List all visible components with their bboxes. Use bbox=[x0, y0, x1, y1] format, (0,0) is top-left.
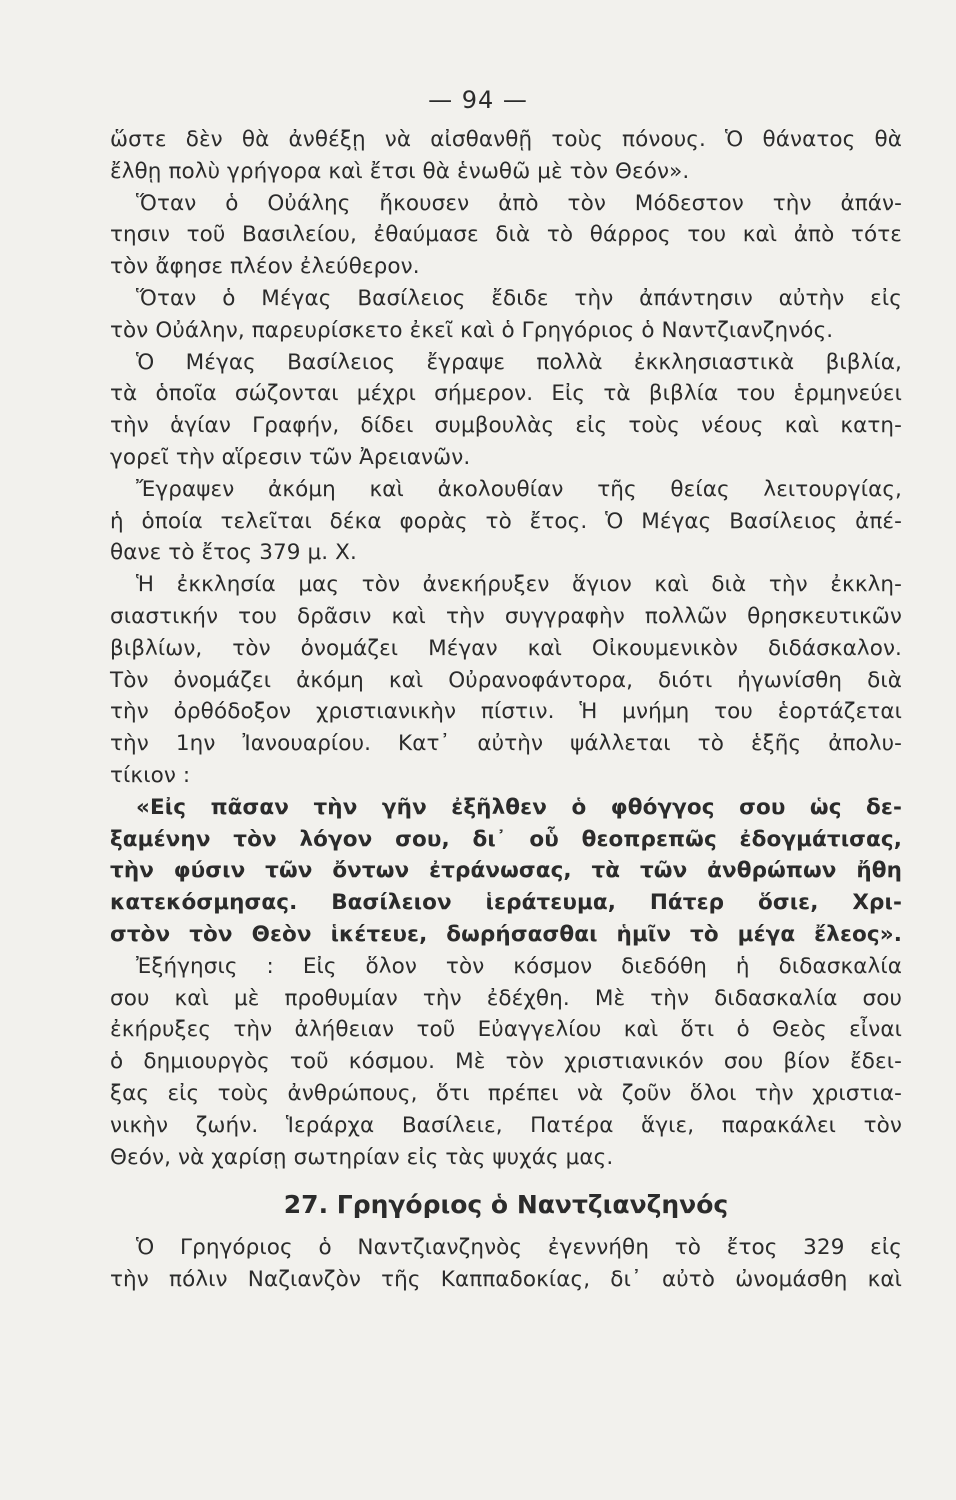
text-line: τησιν τοῦ Βασιλείου, ἐθαύμασε διὰ τὸ θάρρος του καὶ ἀπὸ τότε bbox=[110, 222, 902, 248]
text-line: Ἡ ἐκκλησία μας τὸν ἀνεκήρυξεν ἅγιον καὶ διὰ τὴν ἐκκλη- bbox=[136, 572, 902, 598]
text-line: γορεῖ τὴν αἵρεσιν τῶν Ἀρειανῶν. bbox=[110, 444, 471, 470]
text-line: Θεόν, νὰ χαρίσῃ σωτηρίαν εἰς τὰς ψυχάς μας. bbox=[110, 1144, 614, 1170]
section-heading: 27. Γρηγόριος ὁ Ναντζιανζηνός bbox=[283, 1190, 729, 1220]
text-line: ὁ δημιουργὸς τοῦ κόσμου. Μὲ τὸν χριστιανικόν σου βίον ἔδει- bbox=[110, 1049, 902, 1075]
text-line: Ὁ Μέγας Βασίλειος ἔγραψε πολλὰ ἐκκλησιαστικὰ βιβλία, bbox=[136, 349, 902, 375]
text-line: «Εἰς πᾶσαν τὴν γῆν ἐξῆλθεν ὁ φθόγγος σου ὡς δε- bbox=[136, 794, 902, 820]
text-line: Ὅταν ὁ Μέγας Βασίλειος ἔδιδε τὴν ἀπάντησιν αὐτὴν εἰς bbox=[136, 285, 902, 311]
text-line: Ὁ Γρηγόριος ὁ Ναντζιανζηνὸς ἐγεννήθη τὸ ἔτος 329 εἰς bbox=[136, 1235, 902, 1261]
text-line: Ἔγραψεν ἀκόμη καὶ ἀκολουθίαν τῆς θείας λειτουργίας, bbox=[136, 476, 902, 502]
text-line: τὴν ἁγίαν Γραφήν, δίδει συμβουλὰς εἰς τοὺς νέους καὶ κατη- bbox=[110, 413, 902, 439]
text-line: ὥστε δὲν θὰ ἀνθέξῃ νὰ αἰσθανθῇ τοὺς πόνους. Ὁ θάνατος θὰ bbox=[110, 127, 902, 152]
text-line: ἡ ὁποία τελεῖται δέκα φορὰς τὸ ἔτος. Ὁ Μέγας Βασίλειος ἀπέ- bbox=[110, 508, 902, 534]
text-line: τὰ ὁποῖα σώζονται μέχρι σήμερον. Εἰς τὰ βιβλία του ἑρμηνεύει bbox=[110, 381, 902, 407]
text-line: ἔλθῃ πολὺ γρήγορα καὶ ἔτσι θὰ ἑνωθῶ μὲ τὸν Θεόν». bbox=[110, 158, 690, 184]
text-line: κατεκόσμησας. Βασίλειον ἱεράτευμα, Πάτερ ὅσιε, Χρι- bbox=[110, 890, 902, 916]
text-block-continued bbox=[110, 1232, 902, 1296]
text-line: τὴν πόλιν Ναζιανζὸν τῆς Καππαδοκίας, δι᾽ αὐτὸ ὠνομάσθη καὶ bbox=[110, 1267, 902, 1293]
text-line: ξας εἰς τοὺς ἀνθρώπους, ὅτι πρέπει νὰ ζοῦν ὅλοι τὴν χριστια- bbox=[110, 1080, 902, 1106]
text-line: ἐκήρυξες τὴν ἀλήθειαν τοῦ Εὐαγγελίου καὶ ὅτι ὁ Θεὸς εἶναι bbox=[110, 1017, 902, 1043]
text-line: σου καὶ μὲ προθυμίαν τὴν ἐδέχθη. Μὲ τὴν διδασκαλία σου bbox=[110, 985, 902, 1011]
text-line: θανε τὸ ἔτος 379 μ. Χ. bbox=[110, 540, 357, 566]
text-line: ξαμένην τὸν λόγον σου, δι᾽ οὗ θεοπρεπῶς ἐδογμάτισας, bbox=[110, 826, 902, 852]
text-line: Τὸν ὀνομάζει ἀκόμη καὶ Οὐρανοφάντορα, διότι ἠγωνίσθη διὰ bbox=[110, 667, 902, 693]
page-number: — 94 — bbox=[428, 86, 528, 114]
text-line: τὴν 1ην Ἰανουαρίου. Κατ᾽ αὐτὴν ψάλλεται τὸ ἑξῆς ἀπολυ- bbox=[110, 731, 902, 757]
text-line: βιβλίων, τὸν ὀνομάζει Μέγαν καὶ Οἰκουμενικὸν διδάσκαλον. bbox=[110, 635, 902, 661]
text-body bbox=[110, 124, 902, 1296]
text-line: τὸν ἄφησε πλέον ἐλεύθερον. bbox=[110, 254, 420, 280]
text-line: τὸν Οὐάλην, παρευρίσκετο ἐκεῖ καὶ ὁ Γρηγόριος ὁ Ναντζιανζηνός. bbox=[110, 317, 834, 343]
text-line: νικὴν ζωήν. Ἱεράρχα Βασίλειε, Πατέρα ἅγιε, παρακάλει τὸν bbox=[110, 1112, 902, 1138]
text-line: τὴν φύσιν τῶν ὄντων ἐτράνωσας, τὰ τῶν ἀνθρώπων ἤθη bbox=[110, 858, 902, 884]
text-line: σιαστικήν του δρᾶσιν καὶ τὴν συγγραφὴν πολλῶν θρησκευτικῶν bbox=[110, 603, 902, 629]
text-line: τὴν ὀρθόδοξον χριστιανικὴν πίστιν. Ἡ μνήμη του ἑορτάζεται bbox=[110, 699, 902, 725]
text-line: στὸν τὸν Θεὸν ἱκέτευε, δωρήσασθαι ἡμῖν τὸ μέγα ἔλεος». bbox=[110, 921, 902, 947]
text-line: Ἐξήγησις : Εἰς ὅλον τὸν κόσμον διεδόθη ἡ διδασκαλία bbox=[136, 953, 902, 979]
text-line: τίκιον : bbox=[110, 762, 191, 788]
text-block-main bbox=[110, 124, 902, 1173]
text-line: Ὅταν ὁ Οὐάλης ἤκουσεν ἀπὸ τὸν Μόδεστον τὴν ἀπάν- bbox=[136, 190, 902, 216]
